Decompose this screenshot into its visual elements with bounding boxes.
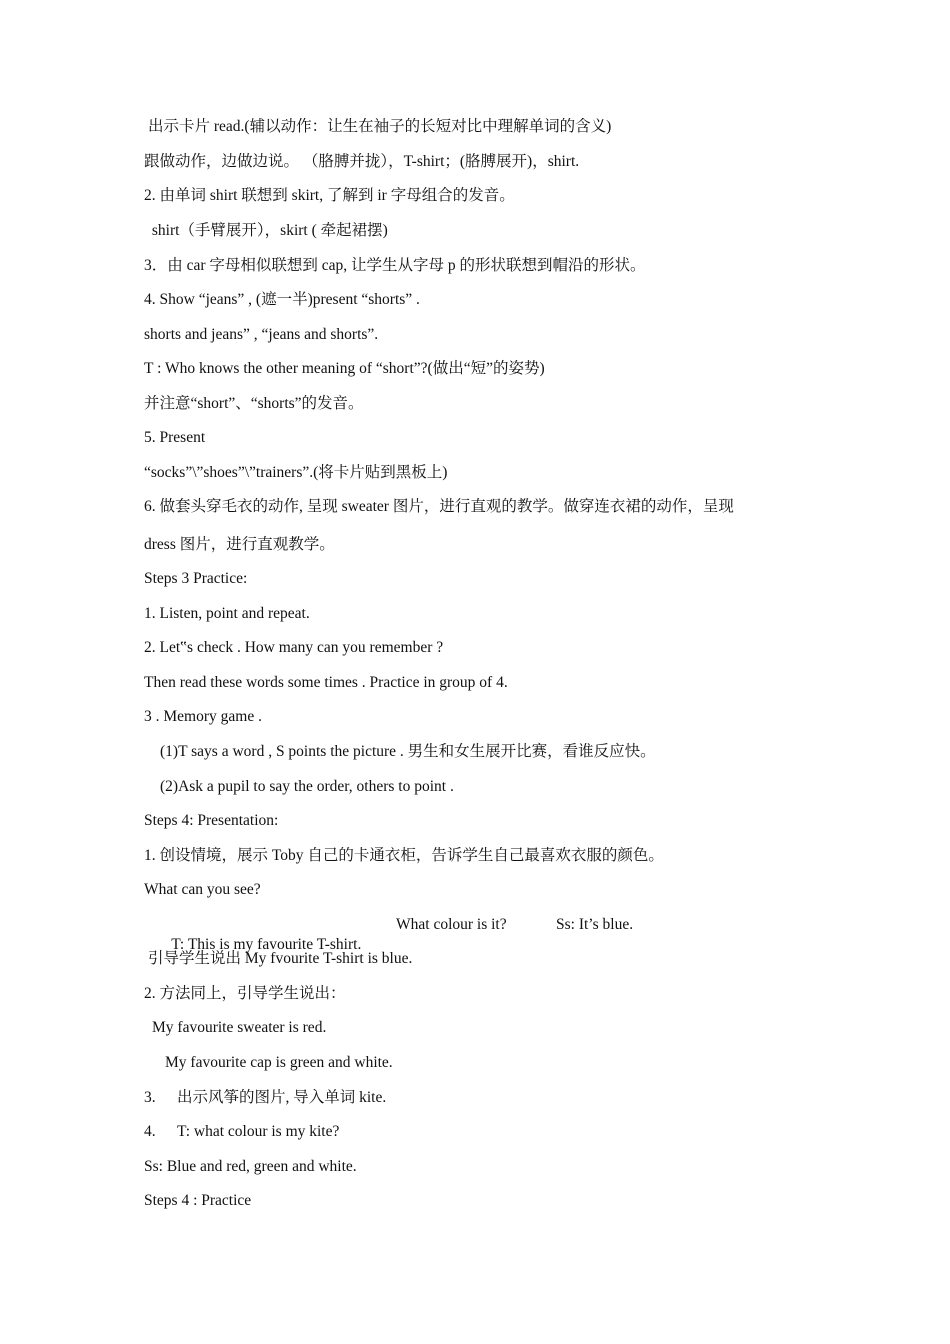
text-line: Ss: Blue and red, green and white. bbox=[144, 1158, 357, 1175]
text-line: 跟做动作，边做边说。 （胳膊并拢），T-shirt；(胳膊展开)，shirt. bbox=[144, 153, 580, 170]
text-line: My favourite cap is green and white. bbox=[165, 1054, 393, 1071]
list-number: 4. bbox=[144, 1123, 156, 1140]
text-line: 2. 方法同上，引导学生说出： bbox=[144, 985, 346, 1002]
list-item-text: 出示风筝的图片, 导入单词 kite. bbox=[177, 1089, 387, 1106]
text-line: 3．由 car 字母相似联想到 cap, 让学生从字母 p 的形状联想到帽沿的形状。 bbox=[144, 257, 646, 274]
text-line: shirt（手臂展开），skirt ( 牵起裙摆) bbox=[148, 222, 388, 239]
section-heading: Steps 3 Practice: bbox=[144, 570, 248, 587]
text-line: (1)T says a word , S points the picture . 男生和女生展开比赛，看谁反应快。 bbox=[160, 743, 656, 760]
text-line: 1. Listen, point and repeat. bbox=[144, 605, 310, 622]
dialogue-question: What colour is it? bbox=[396, 916, 507, 933]
dialogue-answer: Ss: It’s blue. bbox=[556, 916, 634, 933]
list-item-text: T: what colour is my kite? bbox=[177, 1123, 340, 1140]
text-line: 2. Let‟s check . How many can you remember ? bbox=[144, 639, 444, 656]
text-line: 2. 由单词 shirt 联想到 skirt, 了解到 ir 字母组合的发音。 bbox=[144, 187, 515, 204]
text-line: “socks”\”shoes”\”trainers”.(将卡片贴到黑板上) bbox=[144, 464, 448, 481]
text-line: 出示卡片 read.(辅以动作：让生在袖子的长短对比中理解单词的含义) bbox=[148, 118, 612, 135]
text-line: 引导学生说出 My fvourite T-shirt is blue. bbox=[148, 950, 413, 967]
dialogue-teacher: T: This is my favourite T-shirt. bbox=[171, 936, 362, 953]
text-line: 并注意“short”、“shorts”的发音。 bbox=[144, 395, 364, 412]
text-line: 6. 做套头穿毛衣的动作, 呈现 sweater 图片，进行直观的教学。做穿连衣裙的动作，呈现 bbox=[144, 498, 734, 515]
text-line: My favourite sweater is red. bbox=[152, 1019, 327, 1036]
text-line: dress 图片，进行直观教学。 bbox=[144, 536, 335, 553]
text-line: Then read these words some times . Practice in group of 4. bbox=[144, 674, 508, 691]
text-line: shorts and jeans” , “jeans and shorts”. bbox=[144, 326, 379, 343]
text-line: What can you see? bbox=[144, 881, 261, 898]
list-number: 3. bbox=[144, 1089, 156, 1106]
section-heading: Steps 4: Presentation: bbox=[144, 812, 279, 829]
text-line: 4. Show “jeans” , (遮一半)present “shorts” . bbox=[144, 291, 420, 308]
text-line: 3 . Memory game . bbox=[144, 708, 262, 725]
text-line: 1. 创设情境，展示 Toby 自己的卡通衣柜，告诉学生自己最喜欢衣服的颜色。 bbox=[144, 847, 664, 864]
text-line: T : Who knows the other meaning of “short”?(做出“短”的姿势) bbox=[144, 360, 545, 377]
section-heading: Steps 4 : Practice bbox=[144, 1192, 252, 1209]
text-line: (2)Ask a pupil to say the order, others to point . bbox=[160, 778, 454, 795]
text-line: 5. Present bbox=[144, 429, 206, 446]
